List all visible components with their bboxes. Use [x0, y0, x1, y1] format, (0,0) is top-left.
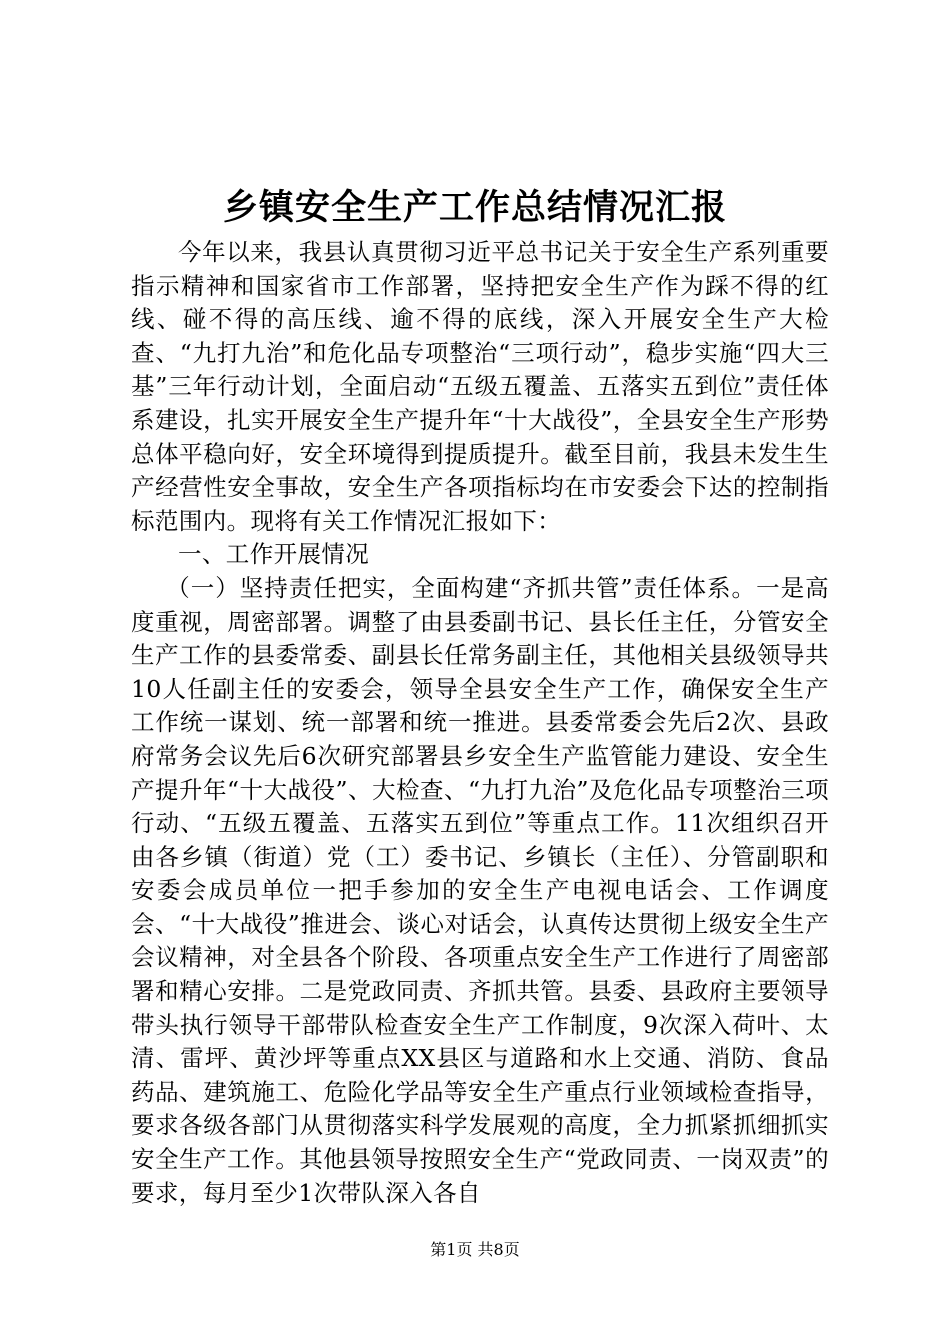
total-pages: 共8页 [477, 1240, 520, 1259]
page-footer [0, 1238, 950, 1262]
document-title: 乡镇安全生产工作总结情况汇报 [222, 187, 727, 228]
intro-paragraph: 今年以来，我县认真贯彻习近平总书记关于安全生产系列重要指示精神和国家省市工作部署，坚持把安全生产作为踩不得的红线、碰不得的高压线、逾不得的底线，深入开展安全生产大检查、“九打九治”和危化品专项整治“三项行动”，稳步实施“四大三基”三年行动计划，全面启动“五级五覆盖、五落实五到位”责任体系建设，扎实开展安全生产提升年“十大战役”，全县安全生产形势总体平稳向好，安全环境得到提质提升。截至目前，我县未发生生产经营性安全事故，安全生产各项指标均在市安委会下达的控制指标范围内。现将有关工作情况汇报如下： [131, 238, 829, 535]
subsection-paragraph: （一）坚持责任把实，全面构建“齐抓共管”责任体系。一是高度重视，周密部署。调整了由县委副书记、县长任主任，分管安全生产工作的县委常委、副县长任常务副主任，其他相关县级领导共10人任副主任的安委会，领导全县安全生产工作，确保安全生产工作统一谋划、统一部署和统一推进。县委常委会先后2次、县政府常务会议先后6次研究部署县乡安全生产监管能力建设、安全生产提升年“十大战役”、大检查、“九打九治”及危化品专项整治三项行动、“五级五覆盖、五落实五到位”等重点工作。11次组织召开由各乡镇（街道）党（工）委书记、乡镇长（主任）、分管副职和安委会成员单位一把手参加的安全生产电视电话会、工作调度会、“十大战役”推进会、谈心对话会，认真传达贯彻上级安全生产会议精神，对全县各个阶段、各项重点安全生产工作进行了周密部署和精心安排。二是党政同责、齐抓共管。县委、县政府主要领导带头执行领导干部带队检查安全生产工作制度，9次深入荷叶、太清、雷坪、黄沙坪等重点XX县区与道路和水上交通、消防、食品药品、建筑施工、危险化学品等安全生产重点行业领域检查指导，要求各级各部门从贯彻落实科学发展观的高度，全力抓紧抓细抓实安全生产工作。其他县领导按照安全生产“党政同责、一岗双责”的要求，每月至少1次带队深入各自 [131, 573, 829, 1207]
page-number: 第1页 [430, 1240, 473, 1259]
section-heading: 一、工作开展情况 [178, 540, 370, 569]
document-body [131, 236, 829, 1210]
